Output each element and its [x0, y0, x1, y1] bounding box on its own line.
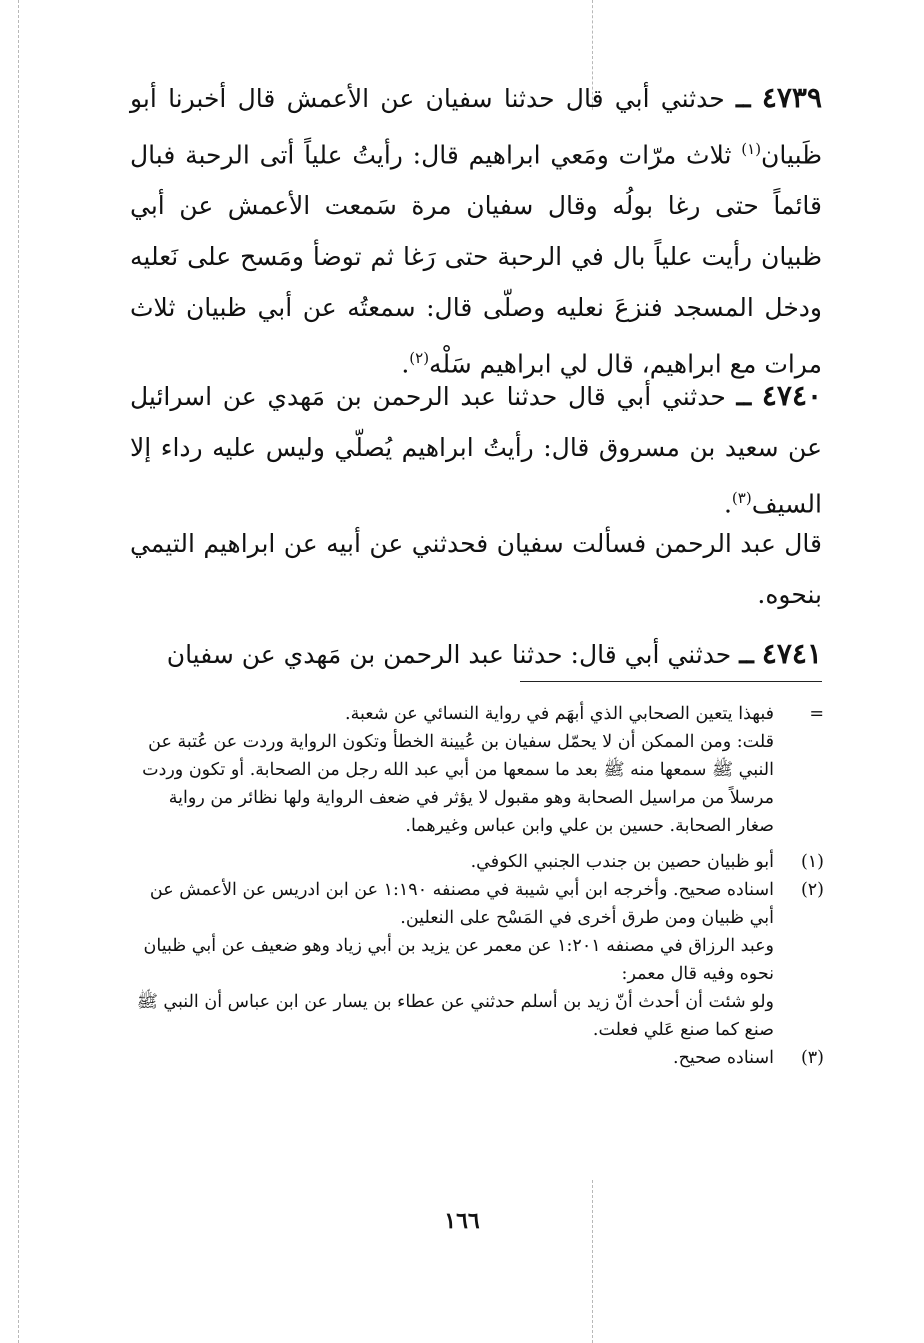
hadith-4739: ٤٧٣٩ ــ حدثني أبي قال حدثنا سفيان عن الأعمش قال أخبرنا أبو ظَبيان$^{(١)}$ ثلاث مرّات ومَعي ابراهيم قال: رأيتُ علياً أتى الرحبة فبال قائماً حتى رغا بولُه وقال سفيان مرة سَمعت الأعمش عن أبي ظبيان رأيت علياً بال في الرحبة حتى رَغا ثم توضأ ومَسح على نَعليه ودخل المسجد فنزعَ نعليه وصلّى قال: سمعتُه عن أبي ظبيان ثلاث مرات مع ابراهيم، قال لي ابراهيم سَلْه$^{(٢)}$.	[130, 81, 823, 379]
hadith-number: ٤٧٣٩	[761, 81, 822, 114]
hadith-4740: ٤٧٤٠ ــ حدثني أبي قال حدثنا عبد الرحمن بن مَهدي عن اسرائيل عن سعيد بن مسروق قال: رأيتُ ابراهيم يُصلّي وليس عليه رداء إلا السيف$^{(٣)}$.	[130, 379, 823, 519]
footnote-ref: (٣)	[731, 489, 752, 507]
footnotes	[130, 700, 824, 1072]
hadith-number: ٤٧٤٠	[761, 379, 823, 412]
hadith-4741: ٤٧٤١ ــ حدثني أبي قال: حدثنا عبد الرحمن بن مَهدي عن سفيان	[166, 637, 822, 670]
hadith-text: حدثني أبي قال: حدثنا عبد الرحمن بن مَهدي عن سفيان	[166, 640, 732, 669]
hadith-text-continued: ثلاث مرّات ومَعي ابراهيم قال: رأيتُ علياً أتى الرحبة فبال قائماً حتى رغا بولُه وقال سفيان مرة سَمعت الأعمش عن أبي ظبيان رأيت علياً بال في الرحبة حتى رَغا ثم توضأ ومَسح على نَعليه ودخل المسجد فنزعَ نعليه وصلّى قال: سمعتُه عن أبي ظبيان ثلاث مرات مع ابراهيم، قال لي ابراهيم سَلْه	[130, 140, 822, 379]
hadith-4740-note	[130, 518, 822, 620]
footnote-separator	[520, 681, 822, 682]
footnote-continuation: = فبهذا يتعين الصحابي الذي أبهَم في رواية النسائي عن شعبة.	[345, 704, 824, 724]
fold-line-left	[18, 0, 19, 1343]
hadith-number: ٤٧٤١	[761, 637, 822, 670]
footnote-2-part-c: ولو شئت أن أحدث أنّ زيد بن أسلم حدثني عن عطاء بن يسار عن ابن عباس أن النبي ﷺ صنع كما صنع عَلي فعلت.	[136, 992, 774, 1040]
fold-line-bottom	[592, 1180, 593, 1343]
footnote-2-part-b: وعبد الرزاق في مصنفه ١:٢٠١ عن معمر عن يزيد بن أبي زياد وهو ضعيف عن أبي ظبيان نحوه وفيه قال معمر:	[143, 936, 774, 984]
footnote-ref: (١)	[741, 140, 762, 158]
footnote-1: (١) أبو ظبيان حصين بن جندب الجنبي الكوفي.	[470, 852, 824, 872]
hadith-text: حدثني أبي قال حدثنا سفيان عن الأعمش قال أخبرنا أبو ظَبيان	[130, 84, 823, 170]
footnote-commentary: قلت: ومن الممكن أن لا يحمّل سفيان بن عُيينة الخطأ وتكون الرواية وردت عن عُتبة عن النبي ﷺ سمعها منه ﷺ بعد ما سمعها من أبي عبد الله رجل من الصحابة. أو تكون وردت مرسلاً من مراسيل الصحابة وهو مقبول لا يؤثر في ضعف الرواية ولها نظائر من رواية صغار الصحابة. حسين بن علي وابن عباس وغيرهما.	[142, 732, 774, 836]
note-text: قال عبد الرحمن فسألت سفيان فحدثني عن أبيه عن ابراهيم التيمي بنحوه.	[130, 529, 822, 609]
footnote-ref: (٢)	[409, 349, 430, 368]
footnote-2: (٢) اسناده صحيح. وأخرجه ابن أبي شيبة في مصنفه ١:١٩٠ عن ابن ادريس عن الأعمش عن أبي ظبيان ومن طرق أخرى في المَسْح على النعلين.	[149, 880, 824, 928]
page-number: ١٦٦	[444, 1208, 480, 1234]
hadith-text: حدثني أبي قال حدثنا عبد الرحمن بن مَهدي عن اسرائيل عن سعيد بن مسروق قال: رأيتُ ابراهيم يُصلّي وليس عليه رداء إلا السيف	[130, 382, 822, 519]
footnote-3: (٣) اسناده صحيح.	[673, 1048, 824, 1068]
